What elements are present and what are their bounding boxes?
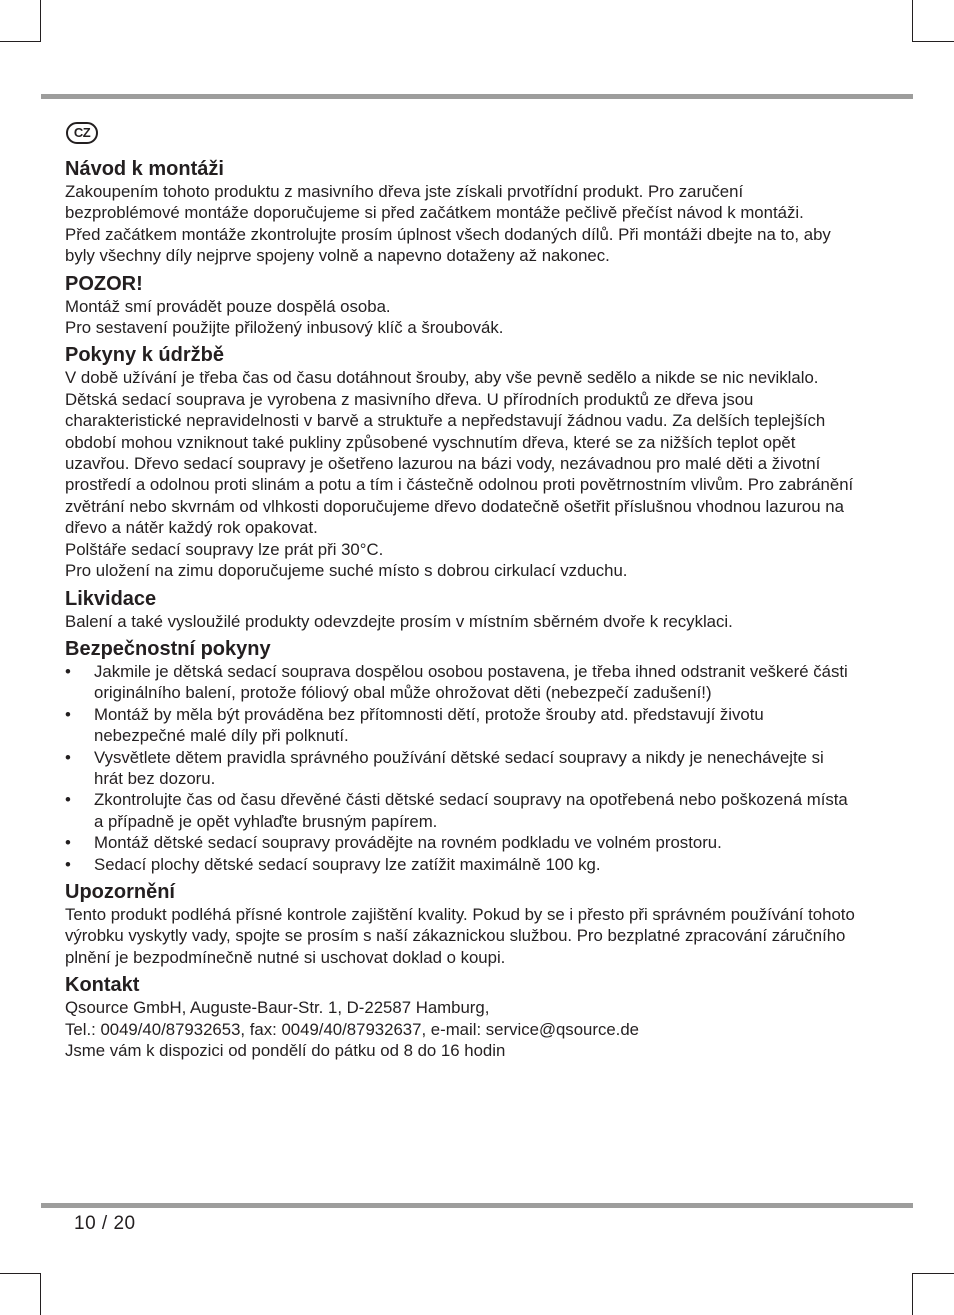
- crop-mark-top-left-h: [0, 41, 41, 42]
- crop-mark-bottom-right-v: [912, 1273, 913, 1315]
- paragraph: Pro uložení na zimu doporučujeme suché místo s dobrou cirkulací vzduchu.: [65, 561, 628, 581]
- section-title: Likvidace: [65, 587, 157, 610]
- list-item: • Vysvětlete dětem pravidla správného používání dětské sedací soupravy a nikdy je nenechávejte si hrát bez dozoru.: [65, 747, 855, 790]
- section-title: Pokyny k údržbě: [65, 344, 224, 367]
- section-notice: [65, 880, 855, 968]
- section-title: Kontakt: [65, 974, 140, 997]
- contact-phone-email: Tel.: 0049/40/87932653, fax: 0049/40/87932637, e-mail: service@qsource.de: [65, 1019, 640, 1039]
- list-item: • Montáž dětské sedací soupravy provádějte na rovném podkladu ve volném prostoru.: [65, 832, 855, 853]
- paragraph: Montáž smí provádět pouze dospělá osoba.: [65, 296, 391, 316]
- contact-hours: Jsme vám k dispozici od pondělí do pátku od 8 do 16 hodin: [65, 1041, 506, 1060]
- section-contact: [65, 973, 855, 1061]
- section-title: Návod k montáži: [65, 158, 224, 180]
- paragraph: Polštáře sedací soupravy lze prát při 30°C.: [65, 539, 384, 559]
- list-item: • Sedací plochy dětské sedací soupravy lze zatížit maximálně 100 kg.: [65, 854, 855, 875]
- section-safety: [65, 637, 855, 875]
- header-rule: [41, 94, 913, 99]
- list-item: • Jakmile je dětská sedací souprava dospělou osobou postavena, je třeba ihned odstranit veškeré části originálního balení, protože fóliový obal může ohrožovat děti (nebezpečí zadušení!): [65, 661, 855, 704]
- section-warning: [65, 272, 855, 339]
- crop-mark-bottom-left-h: [0, 1273, 41, 1274]
- page-content: [65, 122, 855, 1061]
- list-item: • Zkontrolujte čas od času dřevěné části dětské sedací soupravy na opotřebená nebo poškozená místa a případně je opět vyhlaďte brusným papírem.: [65, 789, 855, 832]
- crop-mark-top-left-v: [40, 0, 41, 42]
- paragraph: Zakoupením tohoto produktu z masivního dřeva jste získali prvotřídní produkt. Pro zaručení bezproblémové montáže doporučujeme si před začátkem montáže pečlivě přečíst návod k montáži.: [65, 182, 804, 223]
- section-title: POZOR!: [65, 272, 143, 295]
- crop-mark-bottom-right-h: [912, 1273, 954, 1274]
- paragraph: Tento produkt podléhá přísné kontrole zajištění kvality. Pokud by se i přesto při správném používání tohoto výrobku vyskytly vady, spojte se prosím s naší zákaznickou službou. Pro bezplatné zpracování záručního plnění je bezpodmínečně nutné si uschovat doklad o koupi.: [65, 904, 855, 967]
- section-title: Bezpečnostní pokyny: [65, 637, 271, 660]
- safety-list: [65, 661, 855, 875]
- section-disposal: [65, 587, 855, 632]
- paragraph: Před začátkem montáže zkontrolujte prosím úplnost všech dodaných dílů. Při montáži dbejte na to, aby byly všechny díly nejprve spojeny volně a napevno dotaženy až nakonec.: [65, 224, 831, 266]
- contact-address: Qsource GmbH, Auguste-Baur-Str. 1, D-22587 Hamburg,: [65, 998, 490, 1018]
- footer-rule: [41, 1203, 913, 1208]
- list-item: • Montáž by měla být prováděna bez přítomnosti dětí, protože šrouby atd. představují životu nebezpečné malé díly při polknutí.: [65, 704, 855, 747]
- paragraph: V době užívání je třeba čas od času dotáhnout šrouby, aby vše pevně sedělo a nikde se nic neviklalo. Dětská sedací souprava je vyrobena z masivního dřeva. U přírodních produktů ze dřeva jsou charakteristické nepravidelnosti v barvě a struktuře a nepředstavují žádnou vadu. Za delších teplejších období mohou vzniknout také pukliny způsobené vyschnutím dřeva, které se za nižších teplot opět uzavřou. Dřevo sedací soupravy je ošetřeno lazurou na bázi vody, nezávadnou pro malé děti a životní prostředí a odolnou proti slinám a potu a tím i částečně odolnou proti povětrnostním vlivům. Pro zabránění zvětrání nebo skvrnám od vlhkosti doporučujeme dřevo dodatečně ošetřit příslušnou vhodnou lazurou na dřevo a nátěr každý rok opakovat.: [65, 368, 854, 538]
- crop-mark-top-right-h: [912, 41, 954, 42]
- section-assembly: [65, 157, 855, 267]
- crop-mark-top-right-v: [912, 0, 913, 42]
- section-maintenance: [65, 343, 855, 581]
- page-number: 10 / 20: [74, 1213, 136, 1234]
- section-title: Upozornění: [65, 880, 175, 903]
- paragraph: Pro sestavení použijte přiložený inbusový klíč a šroubovák.: [65, 318, 504, 338]
- crop-mark-bottom-left-v: [40, 1273, 41, 1315]
- language-badge: CZ: [66, 122, 98, 144]
- paragraph: Balení a také vysloužilé produkty odevzdejte prosím v místním sběrném dvoře k recyklaci.: [65, 611, 733, 631]
